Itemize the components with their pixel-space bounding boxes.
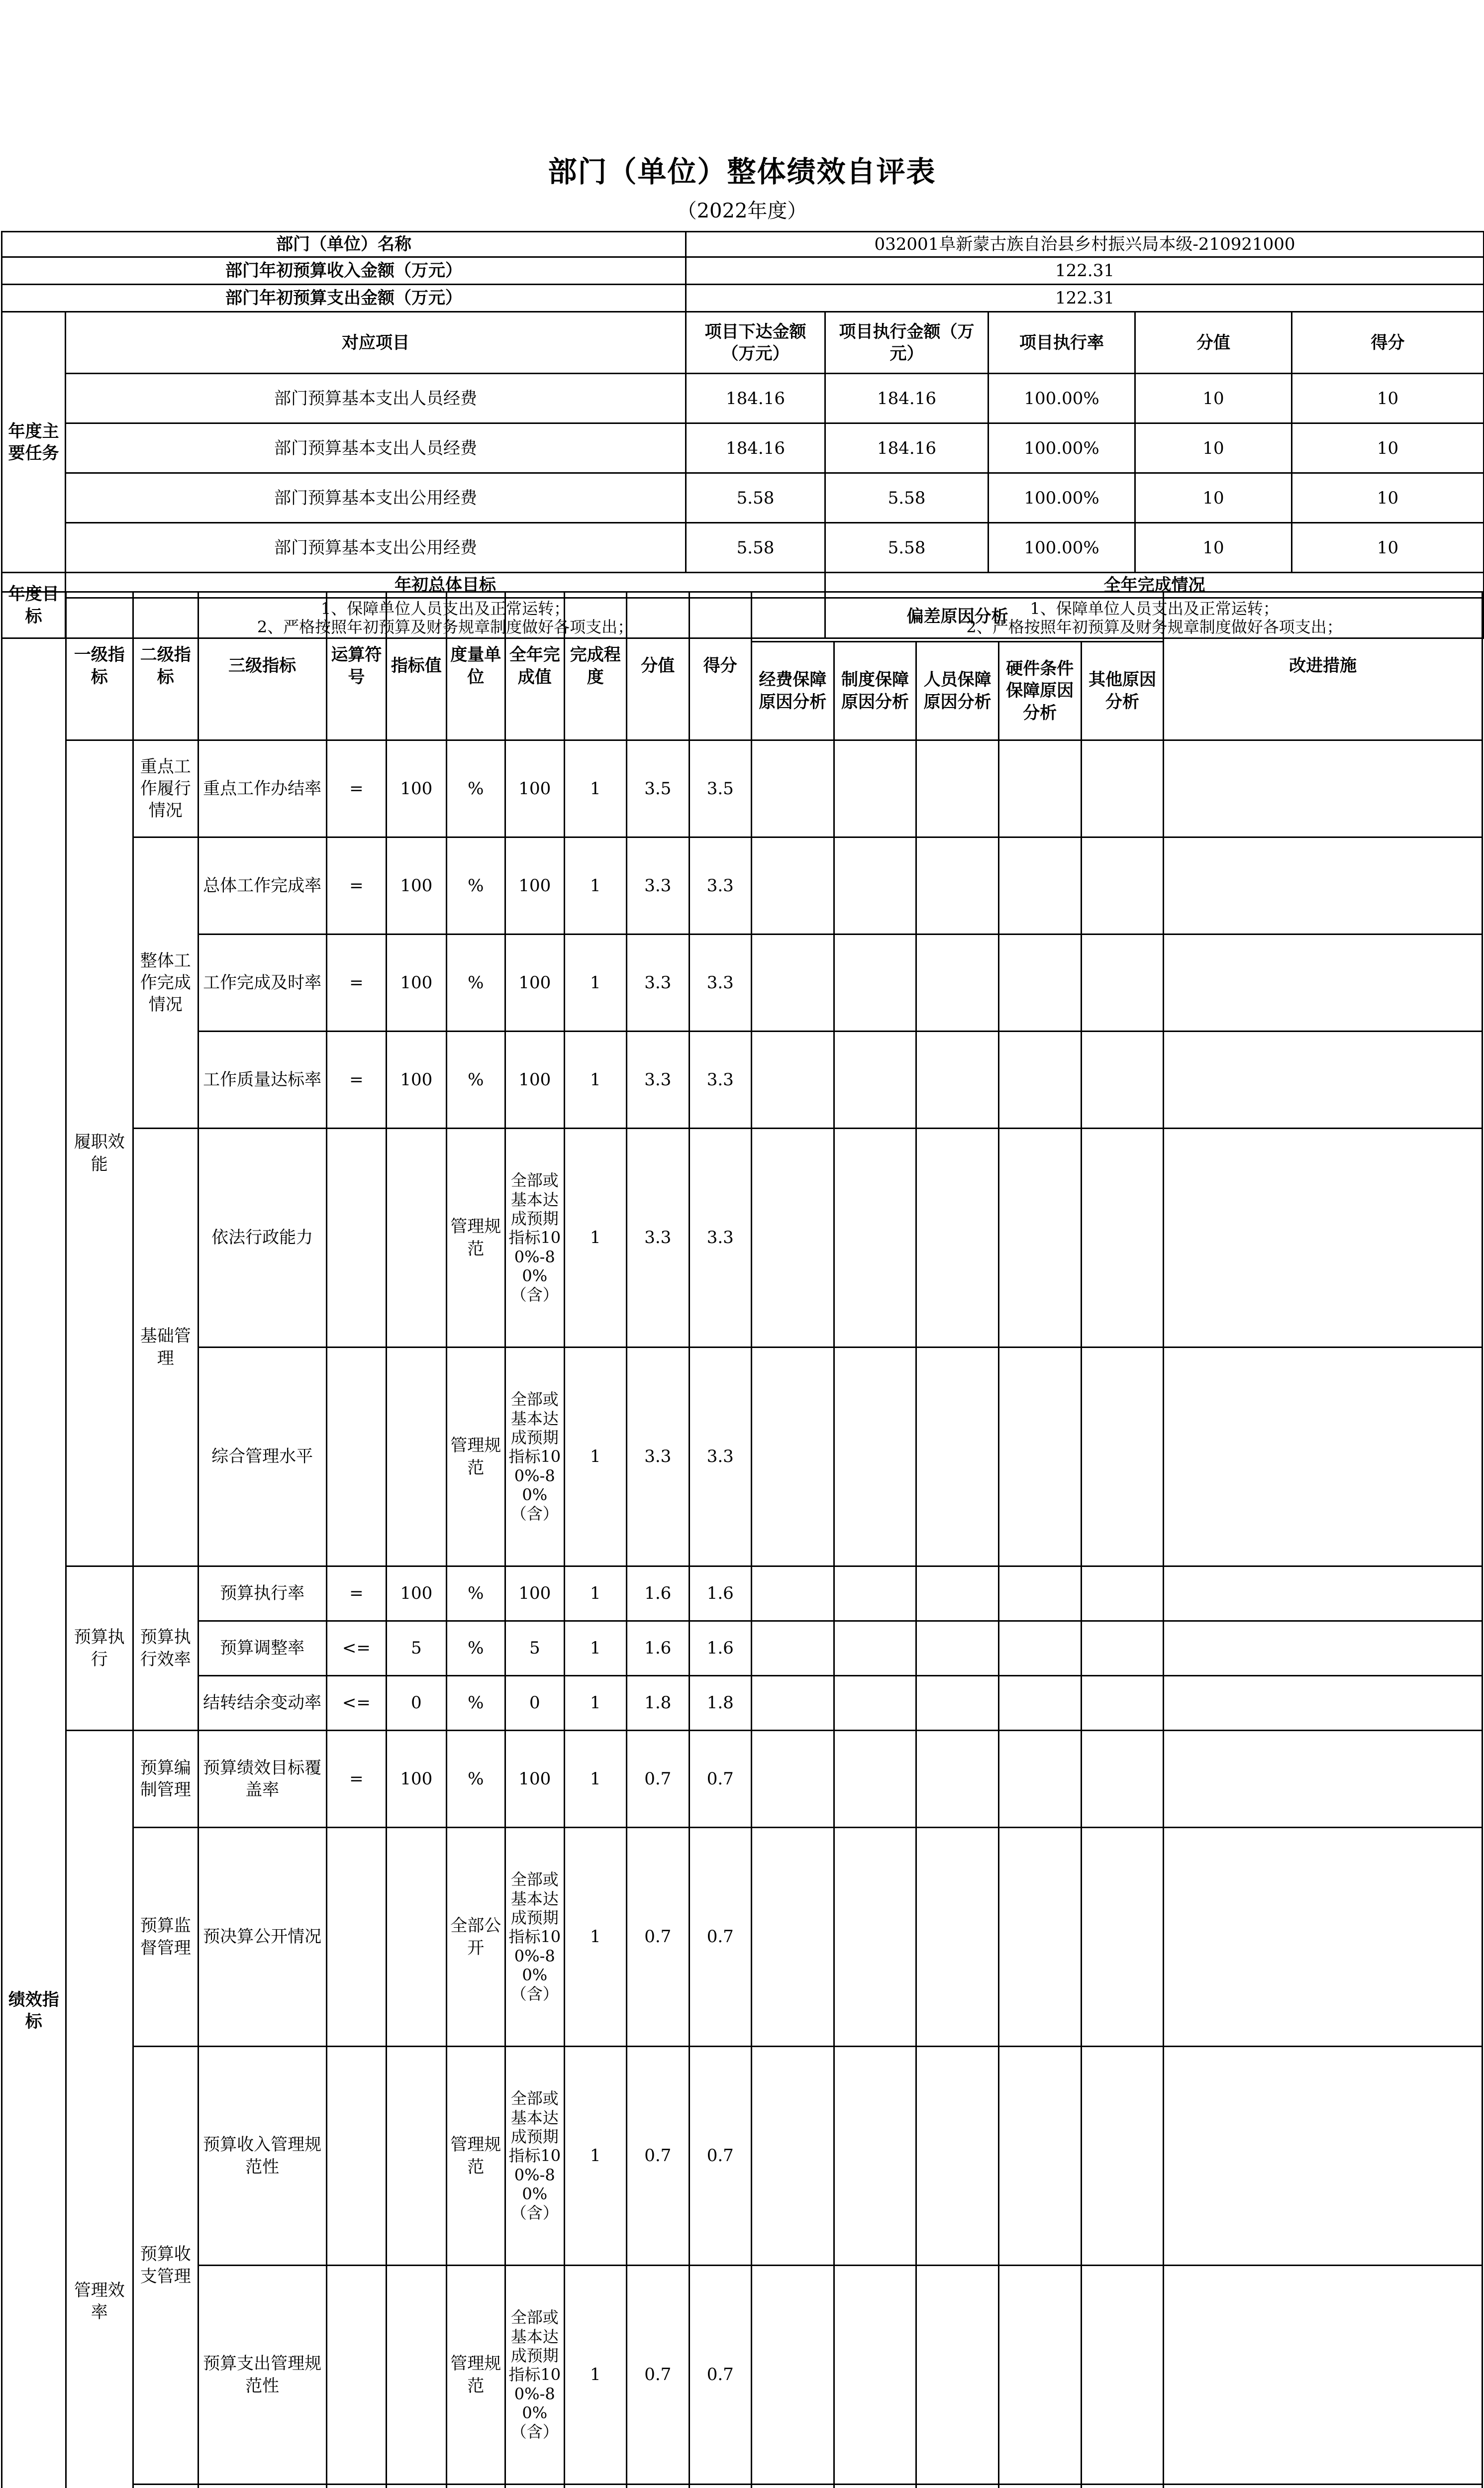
level2-indicator: 预算收支管理 (133, 2047, 198, 2485)
task-executed: 184.16 (825, 374, 989, 423)
header-op: 运算符号 (326, 592, 386, 740)
got-score: 3.3 (689, 934, 752, 1032)
level2-indicator: 整体工作完成情况 (133, 837, 198, 1129)
completion-rate: 1 (564, 934, 627, 1032)
header-d2: 制度保障原因分析 (834, 642, 916, 740)
score: 3.5 (627, 740, 690, 837)
completion-rate: 1 (564, 1566, 627, 1621)
header-d5: 其他原因分析 (1081, 642, 1164, 740)
level3-indicator: 工作质量达标率 (198, 1032, 326, 1129)
operator: = (326, 1032, 386, 1129)
performance-body (2, 592, 1483, 2488)
got-score: 3.3 (689, 1348, 752, 1566)
target-value (387, 1348, 446, 1566)
header-l1: 一级指标 (66, 592, 133, 740)
header-actual: 全年完成值 (505, 592, 564, 740)
deviation-cell (998, 740, 1081, 837)
score: 3.3 (627, 837, 690, 934)
expense-value: 122.31 (686, 285, 1484, 312)
completion-rate: 1 (564, 740, 627, 837)
deviation-cell (916, 1731, 999, 1828)
improve-cell (1164, 1731, 1483, 1828)
indicator-row (2, 1731, 1483, 1828)
level2-indicator: 预算编制管理 (133, 1731, 198, 1828)
operator: = (326, 1566, 386, 1621)
deviation-cell (752, 934, 834, 1032)
completion-rate: 1 (564, 1621, 627, 1676)
deviation-cell (1081, 2266, 1164, 2485)
actual-value: 0 (505, 1676, 564, 1731)
level3-indicator: 依法行政能力 (198, 1129, 326, 1348)
goal-final-label: 全年完成情况 (825, 573, 1484, 598)
completion-rate: 1 (564, 1731, 627, 1828)
header-unit: 度量单位 (446, 592, 505, 740)
task-label: 年度主要任务 (2, 312, 66, 573)
completion-rate: 1 (564, 2047, 627, 2266)
got-score: 3.3 (689, 1129, 752, 1348)
indicator-row (2, 1621, 1483, 1676)
deviation-cell (752, 1032, 834, 1129)
deviation-cell (916, 2485, 999, 2488)
operator: = (326, 740, 386, 837)
deviation-cell (1081, 1348, 1164, 1566)
target-value: 5 (387, 1621, 446, 1676)
deviation-cell (1081, 934, 1164, 1032)
score: 1.8 (627, 1676, 690, 1731)
deviation-cell (834, 740, 916, 837)
unit: % (446, 1676, 505, 1731)
deviation-cell (752, 1348, 834, 1566)
deviation-cell (752, 1731, 834, 1828)
target-value: 100 (387, 837, 446, 934)
level3-indicator: 预算支出管理规范性 (198, 2266, 326, 2485)
got-score: 0.7 (689, 2266, 752, 2485)
improve-cell (1164, 1676, 1483, 1731)
indicator-row (2, 1828, 1483, 2047)
perf-label: 绩效指标 (2, 592, 66, 2488)
deviation-cell (998, 1676, 1081, 1731)
operator (326, 2485, 386, 2488)
task-header-amount: 项目下达金额（万元） (686, 312, 825, 374)
goal-initial-text: 1、保障单位人员支出及正常运转； 2、严格按照年初预算及财务规章制度做好各项支出； (66, 598, 825, 638)
deviation-cell (834, 837, 916, 934)
deviation-cell (752, 837, 834, 934)
improve-cell (1164, 1828, 1483, 2047)
deviation-cell (752, 1566, 834, 1621)
deviation-cell (834, 2047, 916, 2266)
score: 3.3 (627, 1348, 690, 1566)
task-row (2, 473, 1484, 523)
task-row (2, 423, 1484, 473)
level3-indicator: 预算调整率 (198, 1621, 326, 1676)
improve-cell (1164, 740, 1483, 837)
expense-row (2, 285, 1484, 312)
deviation-cell (916, 1566, 999, 1621)
header-row (2, 592, 1483, 642)
improve-cell (1164, 1032, 1483, 1129)
got-score: 1.8 (689, 1676, 752, 1731)
deviation-cell (752, 1621, 834, 1676)
target-value (387, 2266, 446, 2485)
deviation-cell (1081, 1621, 1164, 1676)
deviation-cell (998, 2047, 1081, 2266)
header-d4: 硬件条件保障原因分析 (998, 642, 1081, 740)
target-value: 100 (387, 1566, 446, 1621)
improve-cell (1164, 1621, 1483, 1676)
dept-name-label: 部门（单位）名称 (2, 232, 686, 257)
unit: % (446, 1621, 505, 1676)
target-value: 100 (387, 740, 446, 837)
target-value (387, 1828, 446, 2047)
deviation-cell (998, 1129, 1081, 1348)
got-score: 0.7 (689, 2047, 752, 2266)
deviation-cell (998, 1566, 1081, 1621)
completion-rate: 1 (564, 1828, 627, 2047)
task-score: 10 (1135, 523, 1292, 573)
indicator-row (2, 1032, 1483, 1129)
got-score (689, 2485, 752, 2488)
indicator-row (2, 2047, 1483, 2266)
unit: % (446, 934, 505, 1032)
actual-value: 全部或基本达成预期指标100%-80%（含） (505, 1828, 564, 2047)
got-score: 3.3 (689, 837, 752, 934)
completion-rate: 1 (564, 1129, 627, 1348)
operator: = (326, 837, 386, 934)
target-value: 100 (387, 934, 446, 1032)
deviation-cell (1081, 1828, 1164, 2047)
completion-rate: 1 (564, 1676, 627, 1731)
deviation-cell (1081, 1676, 1164, 1731)
actual-value: 100 (505, 1566, 564, 1621)
task-got: 10 (1292, 423, 1484, 473)
score: 1.6 (627, 1566, 690, 1621)
deviation-cell (998, 2266, 1081, 2485)
deviation-cell (834, 2485, 916, 2488)
dept-name-value: 032001阜新蒙古族自治县乡村振兴局本级-210921000 (686, 232, 1484, 257)
goal-label: 年度目标 (2, 573, 66, 638)
goal-final-text: 1、保障单位人员支出及正常运转； 2、严格按照年初预算及财务规章制度做好各项支出； (825, 598, 1484, 638)
task-amount: 184.16 (686, 423, 825, 473)
actual-value: 全部或基本达成预期指标100%-80%（含） (505, 1348, 564, 1566)
completion-rate: 1 (564, 837, 627, 934)
completion-rate: 1 (564, 1032, 627, 1129)
got-score: 3.5 (689, 740, 752, 837)
task-got: 10 (1292, 473, 1484, 523)
header-d1: 经费保障原因分析 (752, 642, 834, 740)
task-amount: 5.58 (686, 523, 825, 573)
deviation-cell (834, 1731, 916, 1828)
indicator-row (2, 740, 1483, 837)
level3-indicator: 预算执行率 (198, 1566, 326, 1621)
deviation-cell (752, 740, 834, 837)
actual-value: 100 (505, 837, 564, 934)
deviation-cell (998, 1032, 1081, 1129)
level3-indicator: 预算绩效目标覆盖率 (198, 1731, 326, 1828)
level3-indicator (198, 2485, 326, 2488)
target-value (387, 1129, 446, 1348)
header-d3: 人员保障原因分析 (916, 642, 999, 740)
deviation-cell (752, 2266, 834, 2485)
got-score: 0.7 (689, 1731, 752, 1828)
operator: = (326, 934, 386, 1032)
deviation-cell (998, 1621, 1081, 1676)
deviation-cell (998, 1828, 1081, 2047)
indicator-row (2, 1566, 1483, 1621)
deviation-cell (916, 2266, 999, 2485)
task-executed: 5.58 (825, 473, 989, 523)
level1-indicator: 履职效能 (66, 740, 133, 1566)
improve-cell (1164, 2266, 1483, 2485)
deviation-cell (916, 1828, 999, 2047)
level3-indicator: 结转结余变动率 (198, 1676, 326, 1731)
level3-indicator: 总体工作完成率 (198, 837, 326, 934)
goal-initial-label: 年初总体目标 (66, 573, 825, 598)
deviation-cell (916, 934, 999, 1032)
level3-indicator: 预决算公开情况 (198, 1828, 326, 2047)
target-value: 100 (387, 1731, 446, 1828)
score: 0.7 (627, 1828, 690, 2047)
actual-value: 全部或基本达成预期指标100%-80%（含） (505, 2266, 564, 2485)
header-rate: 完成程度 (564, 592, 627, 740)
task-got: 10 (1292, 374, 1484, 423)
deviation-cell (834, 934, 916, 1032)
indicator-row (2, 2266, 1483, 2485)
deviation-cell (1081, 837, 1164, 934)
summary-table (1, 231, 1484, 639)
unit: 全部公开 (446, 1828, 505, 2047)
deviation-cell (1081, 1032, 1164, 1129)
got-score: 1.6 (689, 1621, 752, 1676)
header-l3: 三级指标 (198, 592, 326, 740)
deviation-cell (998, 837, 1081, 934)
task-header-executed: 项目执行金额（万元） (825, 312, 989, 374)
task-project: 部门预算基本支出公用经费 (66, 473, 686, 523)
performance-table (1, 591, 1483, 2488)
task-header-got: 得分 (1292, 312, 1484, 374)
indicator-row (2, 1348, 1483, 1566)
deviation-cell (916, 1621, 999, 1676)
indicator-row (2, 1676, 1483, 1731)
deviation-cell (916, 1129, 999, 1348)
score (627, 2485, 690, 2488)
improve-cell (1164, 1129, 1483, 1348)
deviation-cell (834, 1676, 916, 1731)
unit: % (446, 1032, 505, 1129)
level3-indicator: 综合管理水平 (198, 1348, 326, 1566)
unit: % (446, 837, 505, 934)
deviation-cell (1081, 1731, 1164, 1828)
level3-indicator: 预算收入管理规范性 (198, 2047, 326, 2266)
deviation-cell (752, 2047, 834, 2266)
level3-indicator: 工作完成及时率 (198, 934, 326, 1032)
deviation-cell (916, 1676, 999, 1731)
level1-indicator: 预算执行 (66, 1566, 133, 1731)
operator (326, 2047, 386, 2266)
score: 3.3 (627, 1129, 690, 1348)
unit: 管理规范 (446, 1348, 505, 1566)
got-score: 0.7 (689, 1828, 752, 2047)
deviation-cell (834, 1828, 916, 2047)
actual-value: 5 (505, 1621, 564, 1676)
improve-cell (1164, 934, 1483, 1032)
deviation-cell (1081, 2047, 1164, 2266)
operator (326, 1828, 386, 2047)
actual-value: 100 (505, 1032, 564, 1129)
expense-label: 部门年初预算支出金额（万元） (2, 285, 686, 312)
page-title: 部门（单位）整体绩效自评表 (548, 155, 936, 189)
header-l2: 二级指标 (133, 592, 198, 740)
improve-cell (1164, 837, 1483, 934)
operator: <= (326, 1621, 386, 1676)
level2-indicator: 基础管理 (133, 1129, 198, 1566)
deviation-cell (752, 1129, 834, 1348)
completion-rate (564, 2485, 627, 2488)
header-deviation: 偏差原因分析 (752, 592, 1164, 642)
deviation-cell (998, 2485, 1081, 2488)
income-row (2, 257, 1484, 285)
deviation-cell (916, 740, 999, 837)
actual-value: 100 (505, 740, 564, 837)
deviation-cell (916, 837, 999, 934)
unit: % (446, 1731, 505, 1828)
task-rate: 100.00% (989, 374, 1135, 423)
unit: % (446, 740, 505, 837)
operator (326, 2266, 386, 2485)
deviation-cell (752, 1828, 834, 2047)
task-got: 10 (1292, 523, 1484, 573)
deviation-cell (916, 1032, 999, 1129)
unit: 管理规范 (446, 2047, 505, 2266)
deviation-cell (834, 1129, 916, 1348)
task-rate: 100.00% (989, 523, 1135, 573)
deviation-cell (1081, 1129, 1164, 1348)
task-score: 10 (1135, 374, 1292, 423)
deviation-cell (834, 1348, 916, 1566)
unit: 管理规范 (446, 1129, 505, 1348)
operator: <= (326, 1676, 386, 1731)
actual-value: 全部或基本达成预期指标100%-80%（含） (505, 2047, 564, 2266)
task-rate: 100.00% (989, 423, 1135, 473)
score: 3.3 (627, 1032, 690, 1129)
improve-cell (1164, 1348, 1483, 1566)
deviation-cell (916, 2047, 999, 2266)
task-project: 部门预算基本支出人员经费 (66, 374, 686, 423)
operator (326, 1348, 386, 1566)
task-executed: 184.16 (825, 423, 989, 473)
task-header-score: 分值 (1135, 312, 1292, 374)
task-executed: 5.58 (825, 523, 989, 573)
level1-indicator: 管理效率 (66, 1731, 133, 2488)
actual-value: 100 (505, 1731, 564, 1828)
income-label: 部门年初预算收入金额（万元） (2, 257, 686, 285)
deviation-cell (834, 2266, 916, 2485)
actual-value (505, 2485, 564, 2488)
header-score: 分值 (627, 592, 690, 740)
income-value: 122.31 (686, 257, 1484, 285)
task-rate: 100.00% (989, 473, 1135, 523)
task-score: 10 (1135, 473, 1292, 523)
deviation-cell (1081, 740, 1164, 837)
score: 1.6 (627, 1621, 690, 1676)
task-header-project: 对应项目 (66, 312, 686, 374)
deviation-cell (752, 2485, 834, 2488)
task-amount: 184.16 (686, 374, 825, 423)
task-project: 部门预算基本支出公用经费 (66, 523, 686, 573)
deviation-cell (1081, 1566, 1164, 1621)
task-amount: 5.58 (686, 473, 825, 523)
improve-cell (1164, 1566, 1483, 1621)
header-target: 指标值 (387, 592, 446, 740)
deviation-cell (998, 1731, 1081, 1828)
improve-cell (1164, 2047, 1483, 2266)
indicator-row (2, 1129, 1483, 1348)
deviation-cell (998, 934, 1081, 1032)
task-header-rate: 项目执行率 (989, 312, 1135, 374)
task-score: 10 (1135, 423, 1292, 473)
deviation-cell (1081, 2485, 1164, 2488)
dept-name-row (2, 232, 1484, 257)
indicator-row (2, 934, 1483, 1032)
score: 0.7 (627, 2047, 690, 2266)
improve-cell (1164, 2485, 1483, 2488)
deviation-cell (834, 1032, 916, 1129)
task-header-row (2, 312, 1484, 374)
task-project: 部门预算基本支出人员经费 (66, 423, 686, 473)
task-row (2, 523, 1484, 573)
operator: = (326, 1731, 386, 1828)
deviation-cell (834, 1566, 916, 1621)
score: 0.7 (627, 2266, 690, 2485)
score: 3.3 (627, 934, 690, 1032)
level2-indicator: 重点工作履行情况 (133, 740, 198, 837)
indicator-row (2, 837, 1483, 934)
task-row (2, 374, 1484, 423)
actual-value: 100 (505, 934, 564, 1032)
indicator-row (2, 2485, 1483, 2488)
got-score: 3.3 (689, 1032, 752, 1129)
target-value: 100 (387, 1032, 446, 1129)
target-value (387, 2047, 446, 2266)
actual-value: 全部或基本达成预期指标100%-80%（含） (505, 1129, 564, 1348)
level2-indicator (133, 2485, 198, 2488)
level2-indicator: 预算监督管理 (133, 1828, 198, 2047)
unit (446, 2485, 505, 2488)
score: 0.7 (627, 1731, 690, 1828)
level3-indicator: 重点工作办结率 (198, 740, 326, 837)
unit: % (446, 1566, 505, 1621)
completion-rate: 1 (564, 1348, 627, 1566)
deviation-cell (834, 1621, 916, 1676)
deviation-cell (752, 1676, 834, 1731)
deviation-cell (916, 1348, 999, 1566)
completion-rate: 1 (564, 2266, 627, 2485)
got-score: 1.6 (689, 1566, 752, 1621)
deviation-cell (998, 1348, 1081, 1566)
target-value (387, 2485, 446, 2488)
unit: 管理规范 (446, 2266, 505, 2485)
page-subtitle: （2022年度） (677, 200, 807, 222)
header-got: 得分 (689, 592, 752, 740)
target-value: 0 (387, 1676, 446, 1731)
operator (326, 1129, 386, 1348)
header-improve: 改进措施 (1164, 592, 1483, 740)
level2-indicator: 预算执行效率 (133, 1566, 198, 1731)
